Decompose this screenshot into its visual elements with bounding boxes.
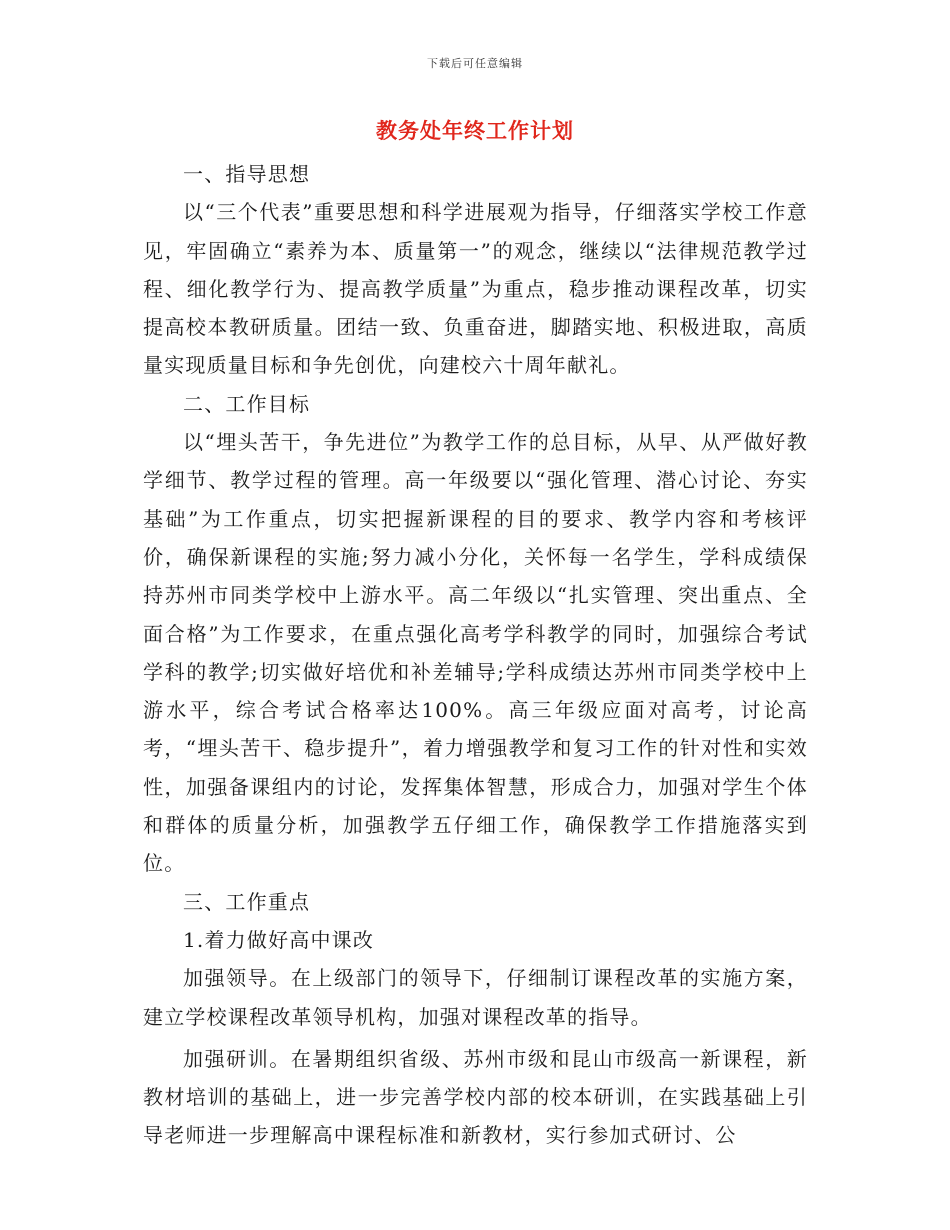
section-heading-work-focus: 三、工作重点: [183, 889, 311, 914]
section-heading-guiding-thought: 一、指导思想: [183, 162, 311, 186]
section-heading-work-goals: 二、工作目标: [183, 391, 311, 416]
document-body: [143, 155, 808, 1155]
paragraph-training: 加强研训。在暑期组织省级、苏州市级和昆山市级高一新课程，新教材培训的基础上，进一步完善学校内部的校本研训，在实践基础上引导老师进一步理解高中课程标准和新教材，实行参加式研讨、公: [143, 1046, 808, 1148]
paragraph-work-goals: 以“埋头苦干，争先进位”为教学工作的总目标，从早、从严做好教学细节、教学过程的管理。高一年级要以“强化管理、潜心讨论、夯实基础”为工作重点，切实把握新课程的目的要求、教学内容和考核评价，确保新课程的实施;努力减小分化，关怀每一名学生，学科成绩保持苏州市同类学校中上游水平。高二年级以“扎实管理、突出重点、全面合格”为工作要求，在重点强化高考学科教学的同时，加强综合考试学科的教学;切实做好培优和补差辅导;学科成绩达苏州市同类学校中上游水平，综合考试合格率达100%。高三年级应面对高考，讨论高考，“埋头苦干、稳步提升”，着力增强教学和复习工作的针对性和实效性，加强备课组内的讨论，发挥集体智慧，形成合力，加强对学生个体和群体的质量分析，加强教学五仔细工作，确保教学工作措施落实到位。: [143, 430, 808, 876]
subheading-curriculum-reform: 1.着力做好高中课改: [183, 927, 375, 952]
document-title: 教务处年终工作计划: [376, 118, 574, 143]
paragraph-guiding-thought: 以“三个代表”重要思想和科学进展观为指导，仔细落实学校工作意见，牢固确立“素养为本、质量第一”的观念，继续以“法律规范教学过程、细化教学行为、提高教学质量”为重点，稳步推动课程改革，切实提高校本教研质量。团结一致、负重奋进，脚踏实地、积极进取，高质量实现质量目标和争先创优，向建校六十周年献礼。: [143, 200, 808, 378]
paragraph-leadership: 加强领导。在上级部门的领导下，仔细制订课程改革的实施方案，建立学校课程改革领导机构，加强对课程改革的指导。: [143, 966, 808, 1029]
header-note: 下载后可任意编辑: [427, 57, 523, 70]
